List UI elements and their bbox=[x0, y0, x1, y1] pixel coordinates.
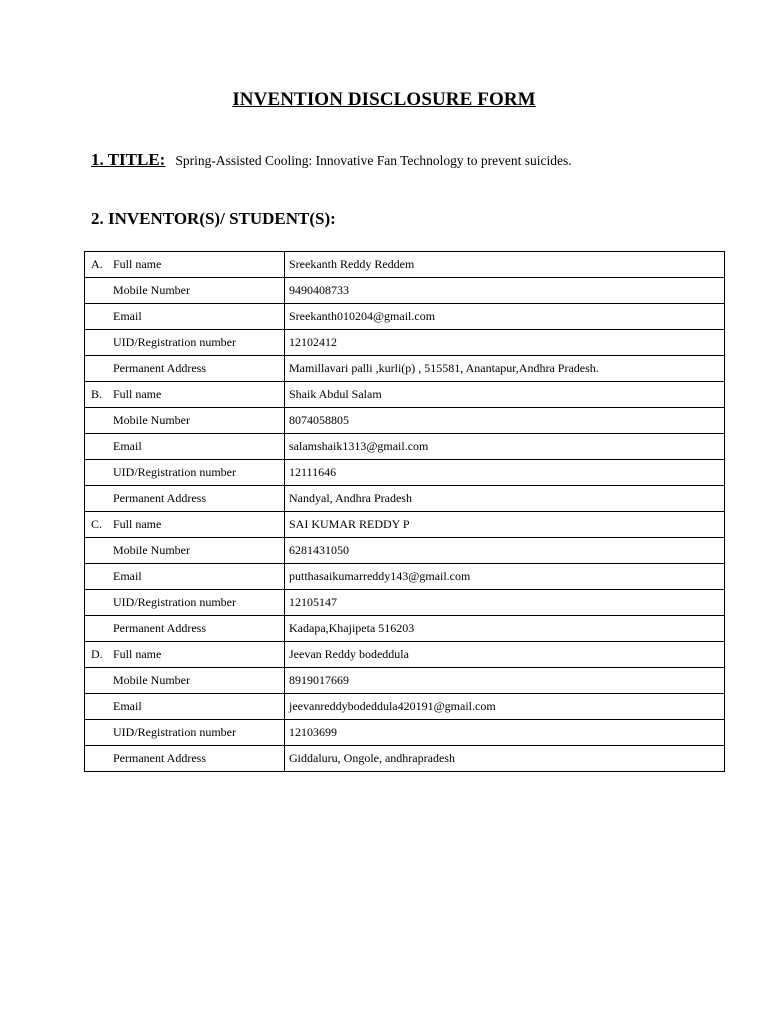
field-value: 8919017669 bbox=[285, 668, 725, 694]
field-value: Mamillavari palli ,kurli(p) , 515581, Anantapur,Andhra Pradesh. bbox=[285, 356, 725, 382]
field-label: Full name bbox=[113, 387, 162, 401]
table-row bbox=[85, 434, 725, 460]
field-label-cell bbox=[85, 356, 285, 382]
field-label: UID/Registration number bbox=[113, 725, 236, 739]
inventor-letter: A. bbox=[91, 257, 103, 271]
field-value: 9490408733 bbox=[285, 278, 725, 304]
field-value: 6281431050 bbox=[285, 538, 725, 564]
field-value: 8074058805 bbox=[285, 408, 725, 434]
field-label: Permanent Address bbox=[113, 491, 206, 505]
table-row bbox=[85, 538, 725, 564]
field-value: putthasaikumarreddy143@gmail.com bbox=[285, 564, 725, 590]
inventors-section-heading: 2. INVENTOR(S)/ STUDENT(S): bbox=[91, 209, 336, 228]
field-value: 12111646 bbox=[285, 460, 725, 486]
table-row bbox=[85, 356, 725, 382]
field-label: Mobile Number bbox=[113, 283, 190, 297]
title-section bbox=[91, 150, 572, 170]
table-row bbox=[85, 720, 725, 746]
field-label-cell bbox=[85, 304, 285, 330]
field-label: Full name bbox=[113, 257, 162, 271]
field-label: Permanent Address bbox=[113, 361, 206, 375]
field-value: 12103699 bbox=[285, 720, 725, 746]
field-label: Email bbox=[113, 439, 142, 453]
field-value: Shaik Abdul Salam bbox=[285, 382, 725, 408]
field-label: Full name bbox=[113, 517, 162, 531]
inventor-letter: D. bbox=[91, 647, 103, 661]
table-row bbox=[85, 746, 725, 772]
table-row bbox=[85, 330, 725, 356]
table-row bbox=[85, 460, 725, 486]
field-label: Email bbox=[113, 309, 142, 323]
field-label-cell bbox=[85, 486, 285, 512]
field-value: salamshaik1313@gmail.com bbox=[285, 434, 725, 460]
field-label: Email bbox=[113, 699, 142, 713]
table-row bbox=[85, 408, 725, 434]
table-row bbox=[85, 590, 725, 616]
field-label-cell bbox=[85, 408, 285, 434]
field-label-cell bbox=[85, 434, 285, 460]
page-title: INVENTION DISCLOSURE FORM bbox=[232, 89, 536, 110]
title-section-label: 1. TITLE: bbox=[91, 150, 166, 169]
table-row bbox=[85, 512, 725, 538]
field-label: Permanent Address bbox=[113, 621, 206, 635]
field-label-cell bbox=[85, 538, 285, 564]
table-row bbox=[85, 642, 725, 668]
field-label: Full name bbox=[113, 647, 162, 661]
field-label-cell bbox=[85, 252, 285, 278]
field-label-cell bbox=[85, 460, 285, 486]
table-row bbox=[85, 252, 725, 278]
table-row bbox=[85, 486, 725, 512]
field-value: 12105147 bbox=[285, 590, 725, 616]
inventors-table bbox=[84, 251, 725, 772]
field-label: Mobile Number bbox=[113, 673, 190, 687]
field-label-cell bbox=[85, 694, 285, 720]
inventor-letter: C. bbox=[91, 517, 103, 531]
field-label-cell bbox=[85, 512, 285, 538]
field-value: Nandyal, Andhra Pradesh bbox=[285, 486, 725, 512]
field-label-cell bbox=[85, 616, 285, 642]
table-row bbox=[85, 278, 725, 304]
field-label: Mobile Number bbox=[113, 413, 190, 427]
field-label-cell bbox=[85, 668, 285, 694]
field-label-cell bbox=[85, 746, 285, 772]
field-label-cell bbox=[85, 278, 285, 304]
field-value: Giddaluru, Ongole, andhrapradesh bbox=[285, 746, 725, 772]
field-value: jeevanreddybodeddula420191@gmail.com bbox=[285, 694, 725, 720]
field-value: Sreekanth010204@gmail.com bbox=[285, 304, 725, 330]
field-label: Mobile Number bbox=[113, 543, 190, 557]
field-value: Kadapa,Khajipeta 516203 bbox=[285, 616, 725, 642]
table-row bbox=[85, 564, 725, 590]
table-row bbox=[85, 694, 725, 720]
field-label-cell bbox=[85, 642, 285, 668]
field-label-cell bbox=[85, 330, 285, 356]
table-row bbox=[85, 668, 725, 694]
table-row bbox=[85, 304, 725, 330]
field-label: UID/Registration number bbox=[113, 335, 236, 349]
field-label: Permanent Address bbox=[113, 751, 206, 765]
field-label-cell bbox=[85, 590, 285, 616]
table-row bbox=[85, 616, 725, 642]
field-value: SAI KUMAR REDDY P bbox=[285, 512, 725, 538]
field-label: UID/Registration number bbox=[113, 465, 236, 479]
field-label: UID/Registration number bbox=[113, 595, 236, 609]
field-label-cell bbox=[85, 720, 285, 746]
field-value: 12102412 bbox=[285, 330, 725, 356]
field-value: Jeevan Reddy bodeddula bbox=[285, 642, 725, 668]
field-label: Email bbox=[113, 569, 142, 583]
title-section-value: Spring-Assisted Cooling: Innovative Fan Technology to prevent suicides. bbox=[175, 153, 572, 168]
inventor-letter: B. bbox=[91, 387, 103, 401]
field-value: Sreekanth Reddy Reddem bbox=[285, 252, 725, 278]
table-row bbox=[85, 382, 725, 408]
field-label-cell bbox=[85, 382, 285, 408]
field-label-cell bbox=[85, 564, 285, 590]
